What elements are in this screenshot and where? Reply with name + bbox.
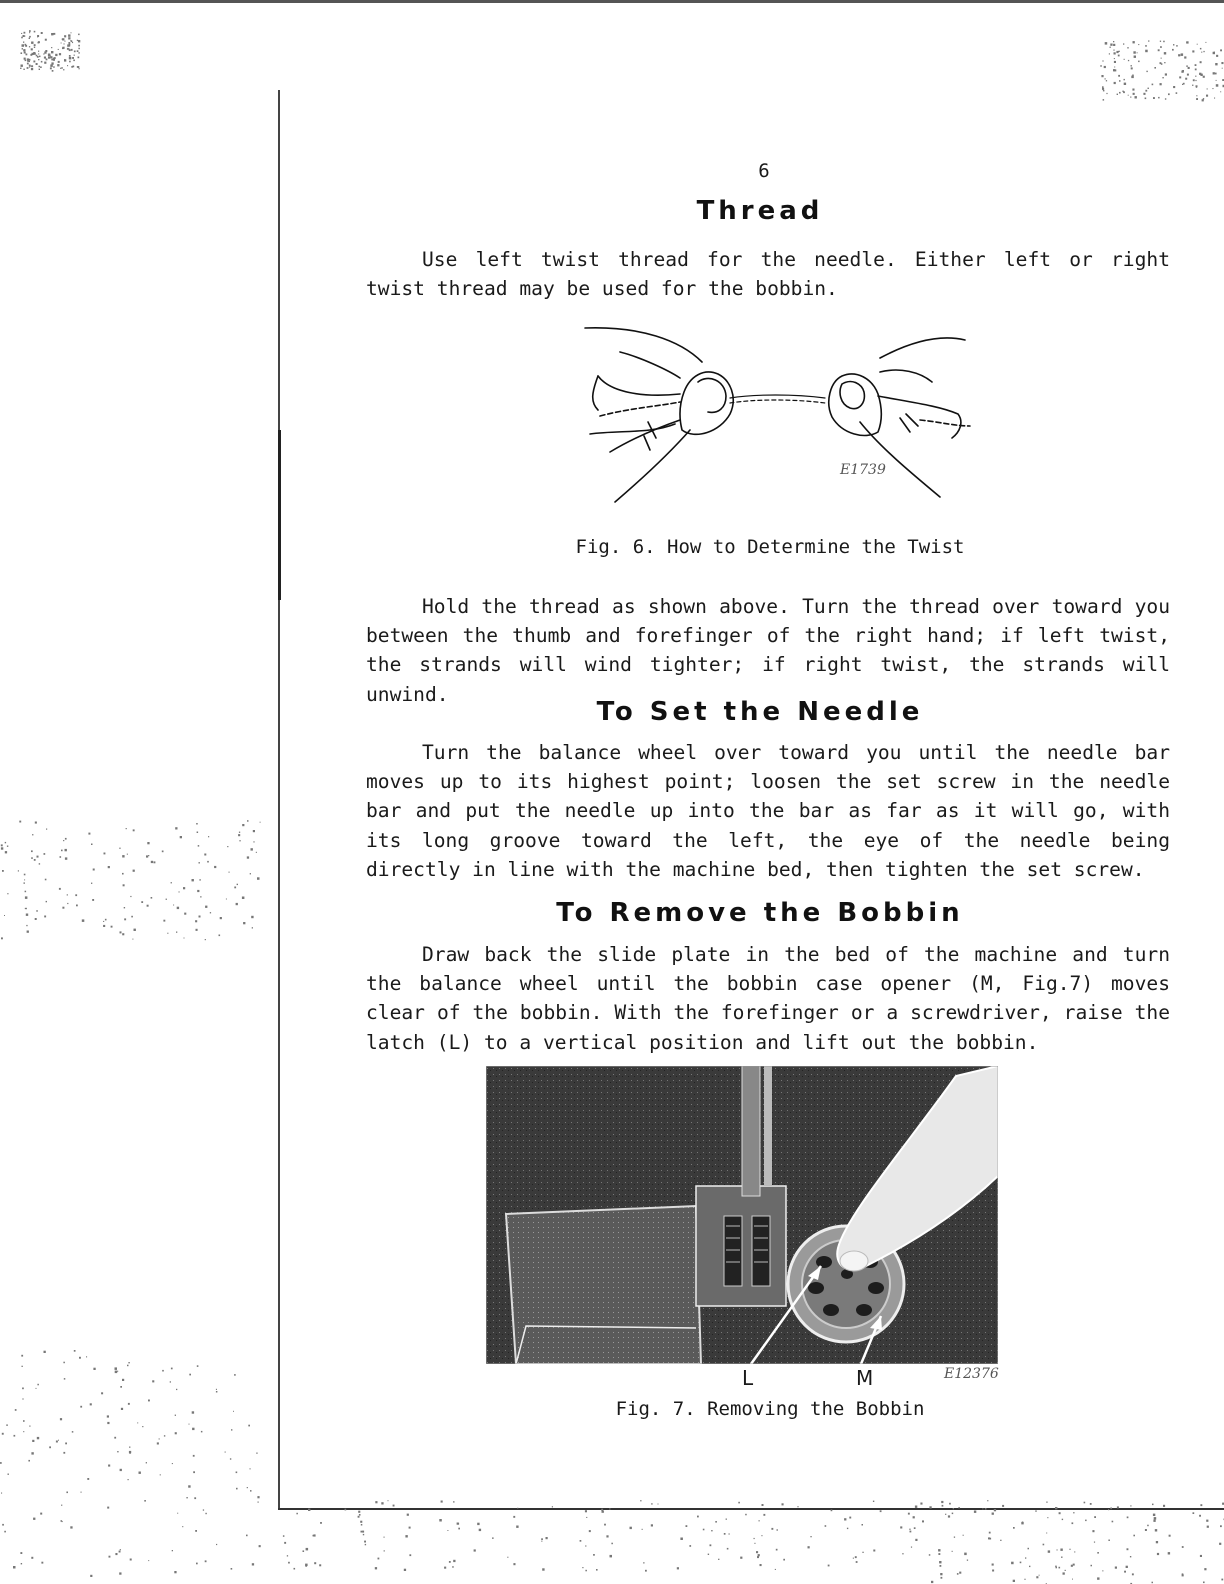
- figure-7-label-l: L: [742, 1366, 754, 1390]
- heading-thread: Thread: [696, 196, 824, 226]
- paragraph-twist: Hold the thread as shown above. Turn the thread over toward you between the thumb and forefinger of the right hand; if left twist, the strands will wind tighter; if right twist, the strands will unwind.: [366, 595, 1170, 706]
- heading-set-needle: To Set the Needle: [596, 697, 924, 727]
- heading-remove-bobbin: To Remove the Bobbin: [556, 898, 964, 928]
- figure-7-label-m: M: [856, 1366, 874, 1390]
- paragraph-thread: Use left twist thread for the needle. Either left or right twist thread may be used for the bobbin.: [366, 248, 1170, 301]
- figure-7-caption: Fig. 7. Removing the Bobbin: [615, 1398, 925, 1420]
- figure-6-caption: Fig. 6. How to Determine the Twist: [575, 536, 965, 558]
- page-number: 6: [758, 160, 770, 182]
- figure-6-code: E1739: [840, 462, 886, 478]
- figure-7-code: E12376: [944, 1366, 999, 1382]
- paragraph-remove-bobbin: Draw back the slide plate in the bed of the machine and turn the balance wheel until the bobbin case opener (M, Fig.7) moves clear of the bobbin. With the forefinger or a screwdriver, raise the latch (L) to a vertical position and lift out the bobbin.: [366, 943, 1170, 1054]
- figure-6-illustration: [580, 322, 980, 512]
- figure-7-photo: [486, 1066, 998, 1364]
- paragraph-set-needle: Turn the balance wheel over toward you until the needle bar moves up to its highest point; loosen the set screw in the needle bar and put the needle up into the bar as far as it will go, with its long groove toward the left, the eye of the needle being directly in line with the machine bed, then tighten the set screw.: [366, 741, 1170, 881]
